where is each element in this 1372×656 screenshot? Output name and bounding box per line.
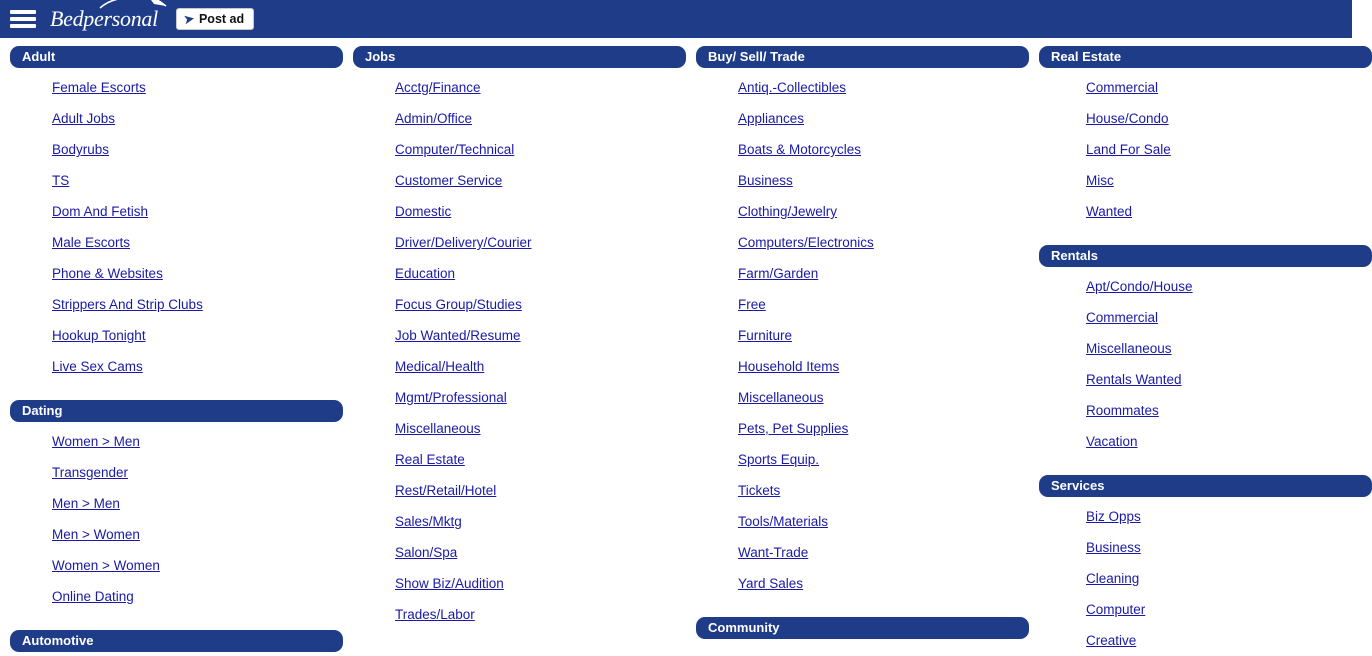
list-item xyxy=(1086,165,1372,196)
category-link-farm-garden[interactable]: Farm/Garden xyxy=(738,266,819,281)
category-link-wanted-re[interactable]: Wanted xyxy=(1086,204,1133,219)
category-link-miscellaneous-rentals[interactable]: Miscellaneous xyxy=(1086,341,1172,356)
category-link-bodyrubs[interactable]: Bodyrubs xyxy=(52,142,110,157)
category-link-rentals-wanted[interactable]: Rentals Wanted xyxy=(1086,372,1182,387)
list-item xyxy=(395,320,686,351)
list-item xyxy=(395,196,686,227)
list-item xyxy=(738,72,1029,103)
category-link-business-services[interactable]: Business xyxy=(1086,540,1141,555)
list-item xyxy=(52,134,343,165)
list-item xyxy=(738,103,1029,134)
list-item xyxy=(1086,134,1372,165)
category-link-female-escorts[interactable]: Female Escorts xyxy=(52,80,146,95)
category-header-buy-sell-trade: Buy/ Sell/ Trade xyxy=(696,46,1029,68)
list-item xyxy=(1086,426,1372,457)
list-item xyxy=(52,519,343,550)
category-link-admin-office[interactable]: Admin/Office xyxy=(395,111,473,126)
list-item xyxy=(395,475,686,506)
category-link-antiq-collectibles[interactable]: Antiq.-Collectibles xyxy=(738,80,847,95)
category-link-women-men[interactable]: Women > Men xyxy=(52,434,140,449)
paper-plane-icon: ➤ xyxy=(182,11,196,27)
list-item xyxy=(395,444,686,475)
category-link-appliances[interactable]: Appliances xyxy=(738,111,805,126)
list-item xyxy=(1086,594,1372,625)
list-item xyxy=(738,165,1029,196)
list-item xyxy=(395,227,686,258)
list-item xyxy=(395,289,686,320)
list-item xyxy=(738,227,1029,258)
hamburger-menu-icon[interactable] xyxy=(10,8,36,30)
category-header-services: Services xyxy=(1039,475,1372,497)
category-link-biz-opps[interactable]: Biz Opps xyxy=(1086,509,1141,524)
category-link-land-for-sale[interactable]: Land For Sale xyxy=(1086,142,1171,157)
list-item xyxy=(52,289,343,320)
list-item xyxy=(738,320,1029,351)
site-logo[interactable] xyxy=(50,6,158,32)
list-item xyxy=(738,134,1029,165)
category-link-tickets[interactable]: Tickets xyxy=(738,483,781,498)
list-item xyxy=(738,351,1029,382)
list-item xyxy=(52,426,343,457)
category-link-vacation[interactable]: Vacation xyxy=(1086,434,1138,449)
list-item xyxy=(395,72,686,103)
category-header-rentals: Rentals xyxy=(1039,245,1372,267)
category-link-men-women[interactable]: Men > Women xyxy=(52,527,140,542)
category-link-commercial-re[interactable]: Commercial xyxy=(1086,80,1159,95)
category-link-want-trade[interactable]: Want-Trade xyxy=(738,545,809,560)
category-link-adult-jobs[interactable]: Adult Jobs xyxy=(52,111,116,126)
category-link-live-sex-cams[interactable]: Live Sex Cams xyxy=(52,359,143,374)
category-link-ts[interactable]: TS xyxy=(52,173,70,188)
category-list-rentals xyxy=(1039,271,1372,457)
category-link-focus-group-studies[interactable]: Focus Group/Studies xyxy=(395,297,522,312)
post-ad-label: Post ad xyxy=(198,11,245,26)
category-link-computers-electronics[interactable]: Computers/Electronics xyxy=(738,235,874,250)
category-link-strippers-strip-clubs[interactable]: Strippers And Strip Clubs xyxy=(52,297,203,312)
category-link-dom-and-fetish[interactable]: Dom And Fetish xyxy=(52,204,149,219)
site-logo-text: Bedpersonal xyxy=(50,6,158,31)
category-link-male-escorts[interactable]: Male Escorts xyxy=(52,235,131,250)
list-item xyxy=(1086,364,1372,395)
list-item xyxy=(395,506,686,537)
list-item xyxy=(52,227,343,258)
category-link-cleaning[interactable]: Cleaning xyxy=(1086,571,1140,586)
list-item xyxy=(1086,532,1372,563)
category-header-adult: Adult xyxy=(10,46,343,68)
list-item xyxy=(738,444,1029,475)
category-link-boats-motorcycles[interactable]: Boats & Motorcycles xyxy=(738,142,862,157)
category-list-adult xyxy=(10,72,343,382)
category-link-medical-health[interactable]: Medical/Health xyxy=(395,359,485,374)
category-list-dating xyxy=(10,426,343,612)
category-link-phone-websites[interactable]: Phone & Websites xyxy=(52,266,163,281)
category-link-apt-condo-house[interactable]: Apt/Condo/House xyxy=(1086,279,1193,294)
category-link-hookup-tonight[interactable]: Hookup Tonight xyxy=(52,328,146,343)
list-item xyxy=(52,351,343,382)
category-header-automotive: Automotive xyxy=(10,630,343,652)
category-link-computer-services[interactable]: Computer xyxy=(1086,602,1146,617)
list-item xyxy=(1086,271,1372,302)
category-link-clothing-jewelry[interactable]: Clothing/Jewelry xyxy=(738,204,838,219)
category-board xyxy=(0,38,1352,656)
list-item xyxy=(395,351,686,382)
category-link-women-women[interactable]: Women > Women xyxy=(52,558,160,573)
list-item xyxy=(395,537,686,568)
list-item xyxy=(1086,103,1372,134)
category-link-computer-technical[interactable]: Computer/Technical xyxy=(395,142,515,157)
list-item xyxy=(1086,625,1372,656)
list-item xyxy=(738,475,1029,506)
top-header xyxy=(0,0,1352,38)
list-item xyxy=(1086,395,1372,426)
category-header-real-estate: Real Estate xyxy=(1039,46,1372,68)
list-item xyxy=(52,103,343,134)
category-link-miscellaneous-jobs[interactable]: Miscellaneous xyxy=(395,421,481,436)
category-link-domestic[interactable]: Domestic xyxy=(395,204,452,219)
category-link-furniture[interactable]: Furniture xyxy=(738,328,793,343)
category-link-pets-pet-supplies[interactable]: Pets, Pet Supplies xyxy=(738,421,849,436)
category-link-house-condo[interactable]: House/Condo xyxy=(1086,111,1169,126)
category-link-sales-mktg[interactable]: Sales/Mktg xyxy=(395,514,462,529)
category-link-job-wanted-resume[interactable]: Job Wanted/Resume xyxy=(395,328,521,343)
list-item xyxy=(738,258,1029,289)
list-item xyxy=(395,103,686,134)
column-jobs xyxy=(353,46,686,630)
list-item xyxy=(52,457,343,488)
list-item xyxy=(52,550,343,581)
list-item xyxy=(738,506,1029,537)
category-header-jobs: Jobs xyxy=(353,46,686,68)
list-item xyxy=(395,165,686,196)
list-item xyxy=(738,568,1029,599)
column-real-estate-rentals-services xyxy=(1039,46,1372,656)
list-item xyxy=(52,196,343,227)
category-link-driver-delivery-courier[interactable]: Driver/Delivery/Courier xyxy=(395,235,532,250)
list-item xyxy=(1086,501,1372,532)
category-link-free[interactable]: Free xyxy=(738,297,766,312)
category-link-mgmt-professional[interactable]: Mgmt/Professional xyxy=(395,390,507,405)
list-item xyxy=(395,568,686,599)
list-item xyxy=(52,165,343,196)
list-item xyxy=(1086,196,1372,227)
category-link-roommates[interactable]: Roommates xyxy=(1086,403,1159,418)
list-item xyxy=(395,599,686,630)
list-item xyxy=(395,382,686,413)
list-item xyxy=(52,320,343,351)
list-item xyxy=(1086,563,1372,594)
category-link-salon-spa[interactable]: Salon/Spa xyxy=(395,545,458,560)
category-link-trades-labor[interactable]: Trades/Labor xyxy=(395,607,475,622)
category-header-dating: Dating xyxy=(10,400,343,422)
list-item xyxy=(738,413,1029,444)
category-link-commercial-rentals[interactable]: Commercial xyxy=(1086,310,1159,325)
category-link-tools-materials[interactable]: Tools/Materials xyxy=(738,514,829,529)
list-item xyxy=(738,196,1029,227)
category-link-misc-re[interactable]: Misc xyxy=(1086,173,1114,188)
list-item xyxy=(738,382,1029,413)
category-link-show-biz-audition[interactable]: Show Biz/Audition xyxy=(395,576,504,591)
list-item xyxy=(1086,72,1372,103)
list-item xyxy=(738,289,1029,320)
list-item xyxy=(1086,333,1372,364)
column-adult-dating xyxy=(10,46,343,656)
category-header-community: Community xyxy=(696,617,1029,639)
list-item xyxy=(395,258,686,289)
list-item xyxy=(52,581,343,612)
category-link-business-bst[interactable]: Business xyxy=(738,173,793,188)
category-list-jobs xyxy=(353,72,686,630)
category-link-creative[interactable]: Creative xyxy=(1086,633,1137,648)
category-link-customer-service[interactable]: Customer Service xyxy=(395,173,503,188)
list-item xyxy=(52,72,343,103)
list-item xyxy=(52,258,343,289)
list-item xyxy=(738,537,1029,568)
category-list-real-estate xyxy=(1039,72,1372,227)
post-ad-button[interactable] xyxy=(176,8,254,31)
category-link-transgender[interactable]: Transgender xyxy=(52,465,129,480)
category-link-miscellaneous-bst[interactable]: Miscellaneous xyxy=(738,390,824,405)
category-link-education[interactable]: Education xyxy=(395,266,456,281)
category-link-real-estate-jobs[interactable]: Real Estate xyxy=(395,452,465,467)
category-link-men-men[interactable]: Men > Men xyxy=(52,496,120,511)
category-link-online-dating[interactable]: Online Dating xyxy=(52,589,134,604)
category-link-rest-retail-hotel[interactable]: Rest/Retail/Hotel xyxy=(395,483,497,498)
list-item xyxy=(1086,302,1372,333)
category-list-services xyxy=(1039,501,1372,656)
category-list-buy-sell-trade xyxy=(696,72,1029,599)
category-link-household-items[interactable]: Household Items xyxy=(738,359,840,374)
list-item xyxy=(395,413,686,444)
category-link-yard-sales[interactable]: Yard Sales xyxy=(738,576,804,591)
list-item xyxy=(395,134,686,165)
list-item xyxy=(52,488,343,519)
category-link-acctg-finance[interactable]: Acctg/Finance xyxy=(395,80,481,95)
category-link-sports-equip[interactable]: Sports Equip. xyxy=(738,452,820,467)
column-buy-sell-trade xyxy=(696,46,1029,643)
